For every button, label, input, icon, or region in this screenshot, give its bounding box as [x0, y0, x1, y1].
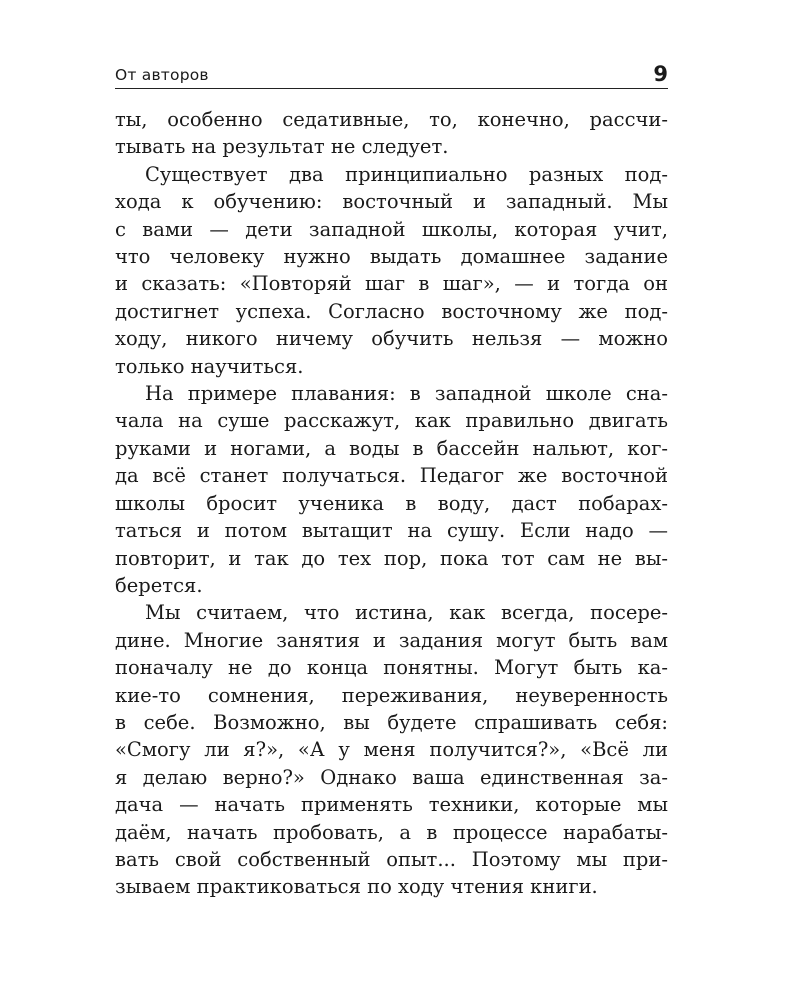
text-line: что человеку нужно выдать домашнее задание — [115, 245, 668, 269]
page-number: 9 — [653, 62, 668, 86]
text-line: тывать на результат не следует. — [115, 135, 449, 159]
text-line: да всё станет получаться. Педагог же восточной — [115, 464, 668, 488]
text-line: в себе. Возможно, вы будете спрашивать себя: — [115, 710, 668, 734]
text-line: только научиться. — [115, 354, 304, 378]
text-line: с вами — дети западной школы, которая учит, — [115, 217, 668, 241]
text-line: ходу, никого ничему обучить нельзя — можно — [115, 327, 668, 351]
text-line: руками и ногами, а воды в бассейн нальют, ког- — [115, 436, 668, 460]
text-line: Мы считаем, что истина, как всегда, посере- — [145, 601, 668, 625]
text-line: зываем практиковаться по ходу чтения книги. — [115, 875, 598, 899]
text-line: таться и потом вытащит на сушу. Если надо — — [115, 519, 668, 543]
text-line: дине. Многие занятия и задания могут быть вам — [115, 628, 668, 652]
text-line: хода к обучению: восточный и западный. Мы — [115, 190, 668, 214]
text-line: вать свой собственный опыт... Поэтому мы при- — [115, 847, 668, 871]
text-line: поначалу не до конца понятны. Могут быть ка- — [115, 656, 668, 680]
text-line: я делаю верно?» Однако ваша единственная за- — [115, 765, 668, 789]
running-header — [115, 58, 668, 89]
text-line: даём, начать пробовать, а в процессе нарабаты- — [115, 820, 668, 844]
text-line: повторит, и так до тех пор, пока тот сам не вы- — [115, 546, 668, 570]
text-line: кие-то сомнения, переживания, неуверенность — [115, 683, 668, 707]
body-text — [115, 106, 668, 901]
text-line: и сказать: «Повторяй шаг в шаг», — и тогда он — [115, 272, 668, 296]
text-line: На примере плавания: в западной школе сна- — [145, 382, 668, 406]
text-line: дача — начать применять техники, которые мы — [115, 793, 668, 817]
text-line: берется. — [115, 573, 203, 597]
section-title: От авторов — [115, 66, 209, 84]
text-line: чала на суше расскажут, как правильно двигать — [115, 409, 668, 433]
text-line: ты, особенно седативные, то, конечно, рассчи- — [115, 108, 668, 131]
text-line: Существует два принципиально разных под- — [145, 162, 668, 186]
book-page — [115, 58, 668, 901]
text-line: школы бросит ученика в воду, даст побарах- — [115, 491, 668, 515]
text-line: достигнет успеха. Согласно восточному же под- — [115, 299, 668, 323]
text-line: «Смогу ли я?», «А у меня получится?», «Всё ли — [115, 738, 668, 762]
